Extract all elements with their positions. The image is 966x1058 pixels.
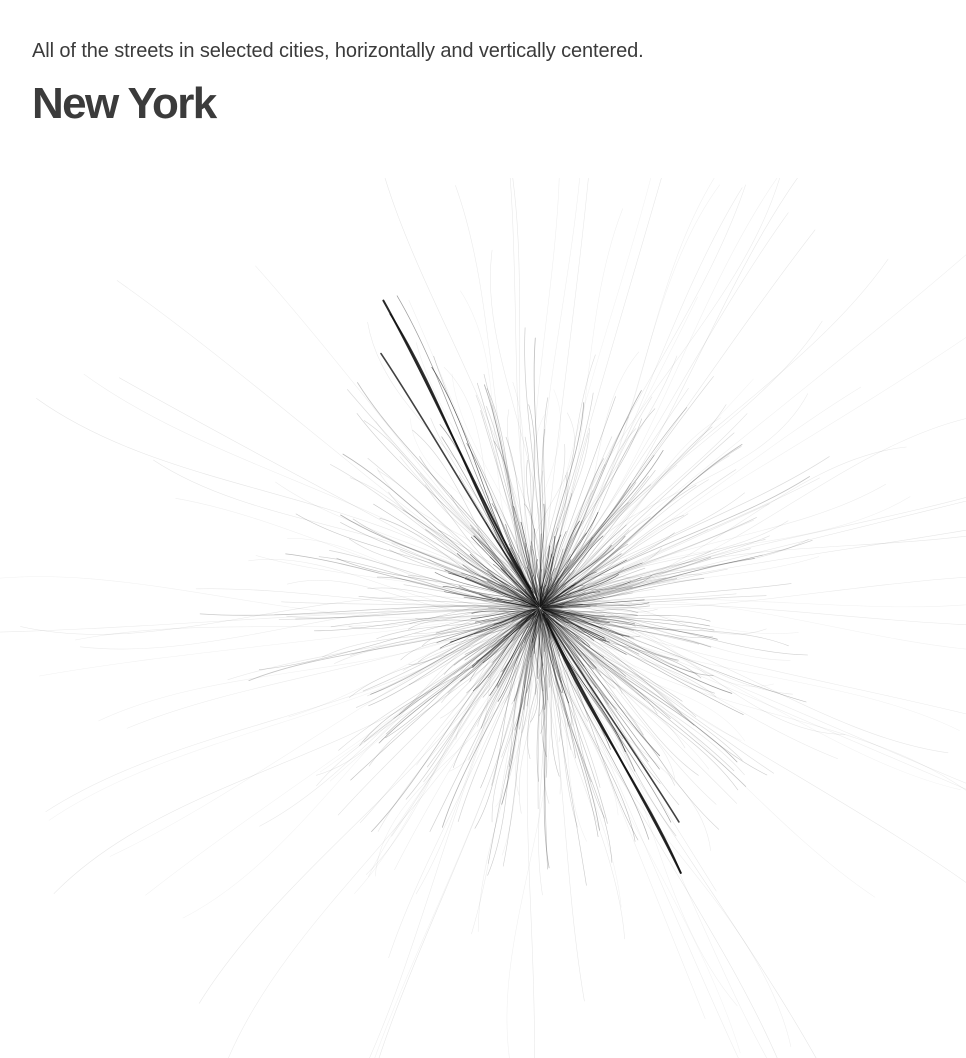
page-title: New York [32, 79, 216, 128]
streets-chart-canvas [0, 178, 966, 1058]
streets-lines-group [0, 178, 966, 1058]
streets-starburst-figure [0, 178, 966, 1058]
caption-text: All of the streets in selected cities, horizontally and vertically centered. [32, 40, 644, 62]
